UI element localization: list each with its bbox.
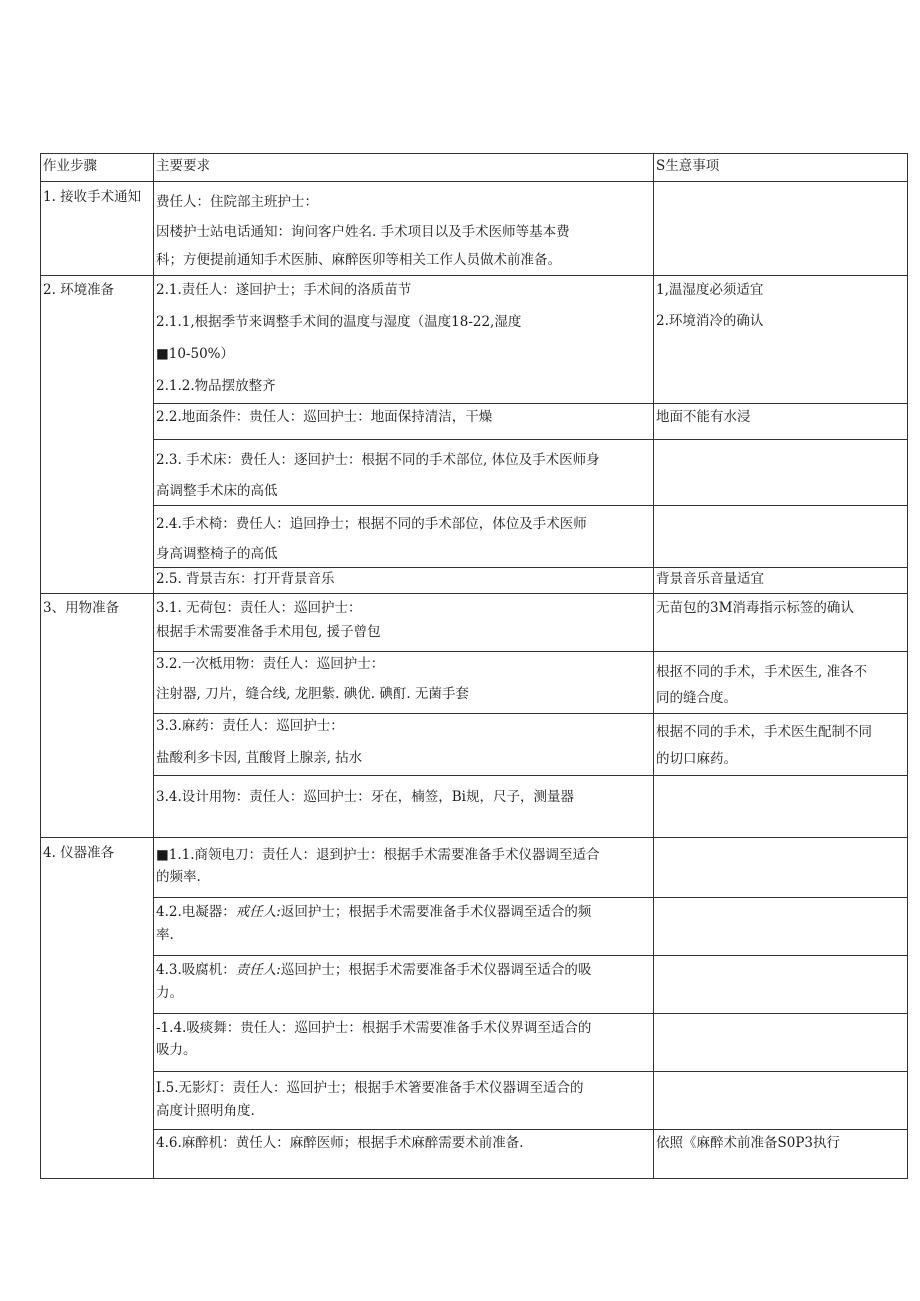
requirement-cell: 3.2.一次柢用物：责任人：巡回护士： 注射器, 刀片，缝合线, 龙胆紫. 碘优. 碘酊. 无菌手套 bbox=[154, 652, 654, 714]
table-row bbox=[41, 1072, 908, 1130]
table-row bbox=[41, 1014, 908, 1072]
requirement-cell: 2.3. 手术床：费任人：逐回护士：根据不同的手术部位, 体位及手术医师身 高调整手术床的高低 bbox=[154, 440, 654, 506]
table-row bbox=[41, 956, 908, 1014]
note-cell bbox=[654, 1014, 908, 1072]
table-row bbox=[41, 506, 908, 568]
requirement-cell: -1.4.吸痰舞：贵任人：巡回护士：根据手术需要准备手术仪界调至适合的 吸力。 bbox=[154, 1014, 654, 1072]
table-row bbox=[41, 440, 908, 506]
table-row bbox=[41, 838, 908, 898]
note-cell bbox=[654, 838, 908, 898]
item-rest: 巡回护士；根据手术需要准备手术仪器调至适合的吸 bbox=[280, 962, 592, 978]
note-cell: 根抠不同的手术，手术医生, 准各不 同的缝合度。 bbox=[654, 652, 908, 714]
note-cell bbox=[654, 506, 908, 568]
requirement-cell: 4.3.吸腐机：责任人:巡回护士；根据手术需要准备手术仪器调至适合的吸 力。 bbox=[154, 956, 654, 1014]
note-cell bbox=[654, 776, 908, 838]
step-cell: 2. 环境准备 bbox=[41, 276, 154, 594]
step-cell: 3、用物准备 bbox=[41, 594, 154, 838]
item-prefix: 4.2.电凝器： bbox=[156, 904, 236, 920]
note-cell: 依照《麻醉术前准备S0P3执行 bbox=[654, 1130, 908, 1179]
item-rest: 返回护士；根据手术需要准备手术仪器调至适合的频 bbox=[280, 904, 592, 920]
requirement-cell: 费任人：住院部主班护士： 因楼护士站电话通知：询问客户姓名. 手术项目以及手术医师等基本费 科；方便提前通知手术医肺、麻醉医卯等相关工作人员做术前准备。 bbox=[154, 182, 654, 276]
note-cell bbox=[654, 898, 908, 956]
note-cell bbox=[654, 182, 908, 276]
requirement-cell: 4.6.麻醉机：黄任人：麻醉医师；根据手术麻醉需要术前准备. bbox=[154, 1130, 654, 1179]
italic-label: 戒任人: bbox=[235, 904, 281, 920]
table-row bbox=[41, 1130, 908, 1179]
note-cell bbox=[654, 956, 908, 1014]
note-cell bbox=[654, 1072, 908, 1130]
note-cell: 根据不同的手术，手术医生配制不同 的切口麻药。 bbox=[654, 714, 908, 776]
note-cell: 1,温湿度必须适宜 2.环境消冷的确认 bbox=[654, 276, 908, 404]
note-cell bbox=[654, 440, 908, 506]
table-row bbox=[41, 776, 908, 838]
note-cell: 背景音乐音量适宜 bbox=[654, 568, 908, 594]
header-step: 作业步骤 bbox=[41, 154, 154, 182]
note-cell: 无苗包的3M消毒指示标签的确认 bbox=[654, 594, 908, 652]
table-row bbox=[41, 652, 908, 714]
requirement-cell: 2.4.手术椅：费任人：追回挣士；根据不同的手术部位，体位及手术医师 身高调整椅子的高低 bbox=[154, 506, 654, 568]
requirement-cell: 2.2.地面条件：贵任人：巡回护士：地面保持清洁，干燥 bbox=[154, 404, 654, 440]
requirement-cell: 3.3.麻药：责任人：巡回护士： 盐酸利多卡因, 苴酸肾上腺亲, 拈水 bbox=[154, 714, 654, 776]
sop-table bbox=[40, 153, 908, 1179]
header-note: S生意事项 bbox=[654, 154, 908, 182]
table-row bbox=[41, 594, 908, 652]
item-prefix: 4.3.吸腐机： bbox=[156, 962, 236, 978]
requirement-cell: 2.1.责任人：遂回护士；手术间的洛质苗节 2.1.1,根据季节来调整手术间的温度与湿度（温度18-22,湿度 ■10-50%） 2.1.2.物品摆放整齐 bbox=[154, 276, 654, 404]
table-row bbox=[41, 568, 908, 594]
requirement-cell: 3.4.设计用物：责任人：巡回护士：牙在，楠签，Bi规，尺子，测量器 bbox=[154, 776, 654, 838]
table-row bbox=[41, 714, 908, 776]
table-row bbox=[41, 898, 908, 956]
step-cell: 4. 仪器准各 bbox=[41, 838, 154, 1179]
table-header-row bbox=[41, 154, 908, 182]
header-requirement: 主要要求 bbox=[154, 154, 654, 182]
requirement-cell: 3.1. 无荷包：责任人：巡回护士： 根据手术需要准备手术用包, 援子曾包 bbox=[154, 594, 654, 652]
table-row bbox=[41, 276, 908, 404]
requirement-cell: 4.2.电凝器：戒任人:返回护士；根据手术需要准备手术仪器调至适合的频 率. bbox=[154, 898, 654, 956]
table-row bbox=[41, 404, 908, 440]
italic-label: 责任人: bbox=[235, 962, 281, 978]
table-row bbox=[41, 182, 908, 276]
requirement-cell: ■1.1.商领电刀：责任人：退到护士：根据手术需要准备手术仪器调至适合 的频率. bbox=[154, 838, 654, 898]
step-cell: 1. 接收手术通知 bbox=[41, 182, 154, 276]
requirement-cell: 2.5. 背景吉东：打开背景音乐 bbox=[154, 568, 654, 594]
note-cell: 地面不能有水浸 bbox=[654, 404, 908, 440]
requirement-cell: I.5.无影灯：责任人：巡回护士；根据手术箸要准备手术仪器调至适合的 高度计照明角度. bbox=[154, 1072, 654, 1130]
